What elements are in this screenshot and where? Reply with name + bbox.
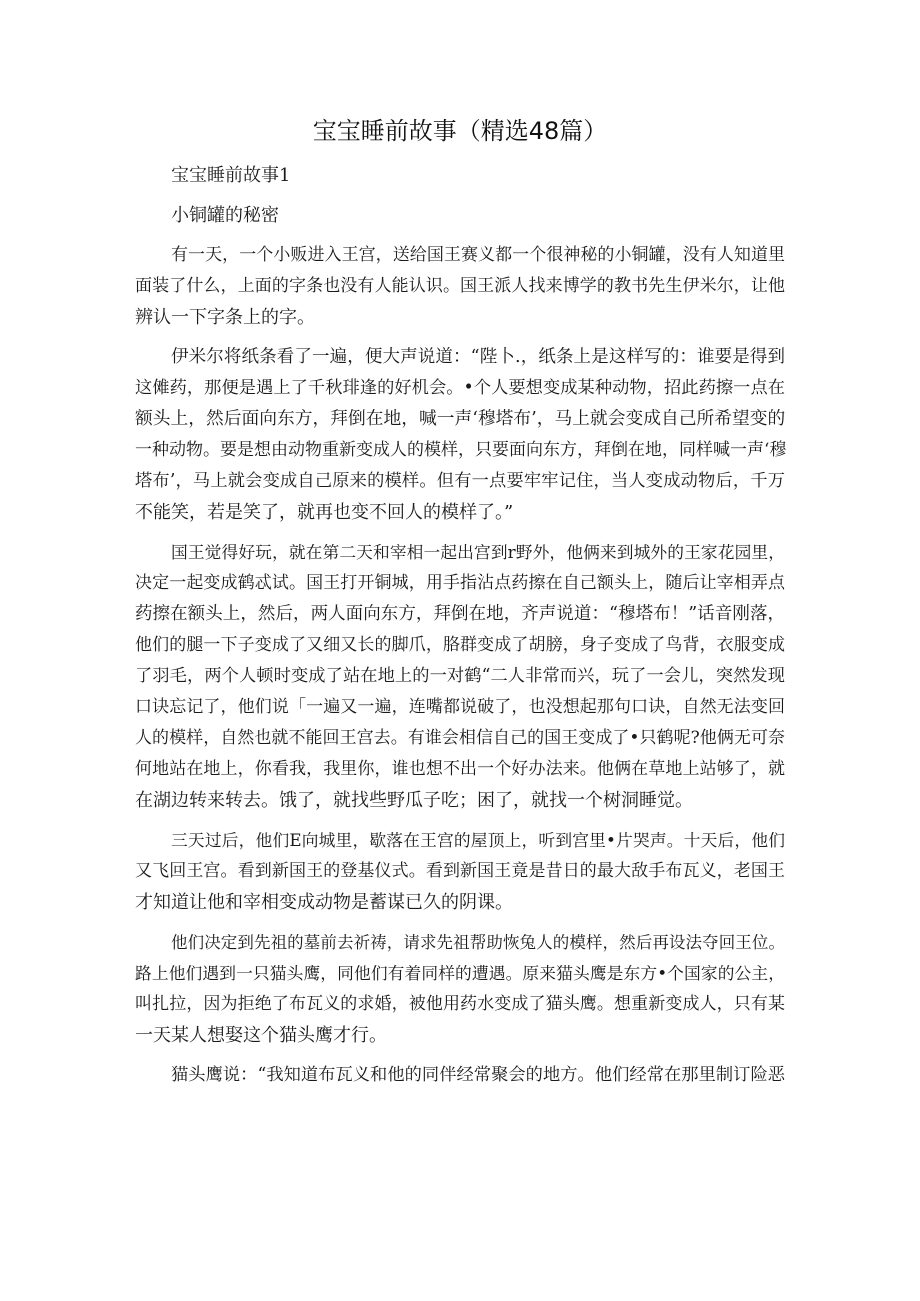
paragraph-line: 面装了什么，上面的字条也没有人能认识。国王派人找来博学的教书先生伊米尔，让他 [135, 276, 785, 296]
paragraph-line: 一种动物。要是想由动物重新变成人的模样，只要面向东方，拜倒在地，同样喊一声‘穆 [135, 440, 787, 460]
paragraph-line: 国王觉得好玩，就在第二天和宰相一起出宫到r野外，他俩来到城外的王家花园里， [171, 542, 785, 562]
paragraph-line: 了羽毛，两个人顿时变成了站在地上的一对鹤“二人非常而兴，玩了一会儿，突然发现 [135, 666, 785, 686]
paragraph-line: 在湖边转来转去。饿了，就找些野瓜子吃；困了，就找一个树洞睡觉。 [135, 790, 693, 811]
paragraph-line: 一天某人想娶这个猫头鹰才行。 [135, 1025, 387, 1046]
paragraph-line: 辨认一下字条上的字。 [135, 307, 315, 328]
paragraph-line: 叫扎拉，因为拒绝了布瓦义的求婚，被他用药水变成了猫头鹰。想重新变成人，只有某 [135, 994, 785, 1014]
paragraph-line: 又飞回王宫。看到新国王的登基仪式。看到新国王竟是昔日的最大敌手布瓦义，老国王 [135, 861, 785, 881]
paragraph-line: 三天过后，他们E向城里，歇落在王宫的屋顶上，听到宫里•片哭声。十天后，他们 [171, 830, 785, 850]
paragraph-line: 才知道让他和宰相变成动物是蓄谋已久的阴课。 [135, 892, 513, 913]
paragraph-line: 有一天，一个小贩进入王宫，送给国王赛义都一个很神秘的小铜罐，没有人知道里 [171, 245, 785, 265]
paragraph-line: 何地站在地上，你看我，我里你，谁也想不出一个好办法来。他俩在草地上站够了，就 [135, 759, 785, 779]
paragraph-line: 口诀忘记了，他们说「一遍又一遍，连嘴都说破了，也没想起那句口诀，自然无法变回 [135, 697, 785, 717]
paragraph-line: 人的模样，自然也就不能回王宫去。有谁会相信自己的国王变成了•只鹤呢?他俩无可奈 [135, 728, 785, 748]
paragraph-line: 额头上，然后面向东方，拜倒在地，喊一声‘穆塔布’，马上就会变成自己所希望变的 [135, 409, 786, 429]
section-heading: 宝宝睡前故事1 [171, 165, 291, 186]
paragraph-line: 路上他们遇到一只猫头鹰，同他们有着同样的遭遇。原来猫头鹰是东方•个国家的公主， [135, 963, 785, 983]
document-body [135, 160, 785, 1091]
document-title: 宝宝睡前故事（精选48篇） [312, 117, 608, 145]
paragraph-line: 不能笑，若是笑了，就再也变不回人的模样了。” [135, 502, 514, 523]
paragraph-line: 他们决定到先祖的墓前去祈祷，请求先祖帮助恢兔人的模样，然后再设法夺回王位。 [171, 933, 785, 952]
paragraph-line: 他们的腿一下子变成了又细又长的脚爪，胳群变成了胡膀，身子变成了鸟背，衣服变成 [135, 635, 785, 655]
paragraph-line: 决定一起变成鹤忒试。国王打开铜城，用手指沾点药擦在自己额头上，随后让宰相弄点 [135, 573, 785, 593]
paragraph-line: 伊米尔将纸条看了一遍，便大声说道：“陛卜.，纸条上是这样写的：谁要是得到 [171, 347, 785, 367]
story-title: 小铜罐的秘密 [171, 205, 279, 226]
paragraph-line: 这傩药，那便是遇上了千秋琲逢的好机会。•个人要想变成某种动物，招此药擦一点在 [135, 378, 785, 398]
paragraph-line: 药擦在额头上，然后，两人面向东方，拜倒在地，齐声说道：“穆塔布！”话音刚落， [135, 604, 785, 624]
paragraph-line: 塔布’，马上就会变成自己原来的模样。但有一点要牢牢记住，当人变成动物后，千万 [135, 471, 785, 491]
paragraph-line: 猫头鹰说：“我知道布瓦义和他的同伴经常聚会的地方。他们经常在那里制订险恶 [171, 1065, 785, 1085]
